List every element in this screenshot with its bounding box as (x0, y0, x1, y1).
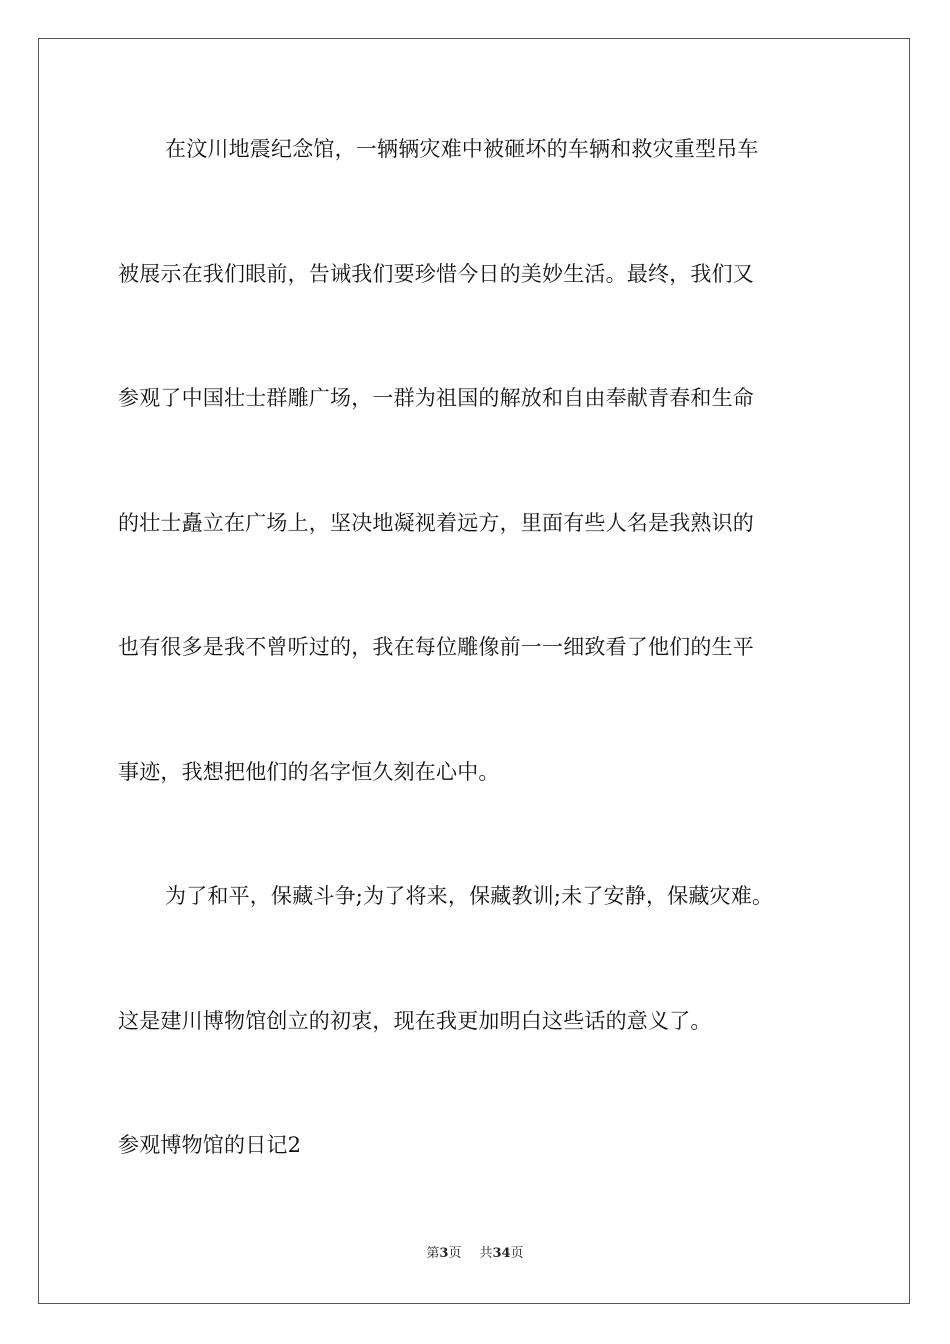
paragraph-line: 被展示在我们眼前，告诫我们要珍惜今日的美妙生活。最终，我们又 (118, 262, 754, 286)
paragraph-line: 事迹，我想把他们的名字恒久刻在心中。 (118, 760, 500, 784)
paragraph-line: 为了和平，保藏斗争;为了将来，保藏教训;未了安静，保藏灾难。 (165, 884, 774, 908)
page-border (38, 38, 910, 1304)
paragraph-line: 这是建川博物馆创立的初衷，现在我更加明白这些话的意义了。 (118, 1009, 712, 1033)
footer-page-unit: 页 (448, 1246, 462, 1261)
paragraph-line: 在汶川地震纪念馆，一辆辆灾难中被砸坏的车辆和救灾重型吊车 (165, 137, 759, 161)
current-page-number: 3 (439, 1246, 449, 1261)
section-heading: 参观博物馆的日记2 (118, 1133, 302, 1157)
paragraph-line: 也有很多是我不曾听过的，我在每位雕像前一一细致看了他们的生平 (118, 635, 754, 659)
total-pages-number: 34 (492, 1246, 511, 1261)
footer-prefix: 第 (426, 1246, 440, 1261)
footer-total-unit: 页 (510, 1246, 524, 1261)
page-footer (0, 1245, 950, 1263)
paragraph-line: 参观了中国壮士群雕广场，一群为祖国的解放和自由奉献青春和生命 (118, 386, 754, 410)
footer-total-prefix: 共 (479, 1246, 493, 1261)
paragraph-line: 的壮士矗立在广场上，坚决地凝视着远方，里面有些人名是我熟识的 (118, 511, 754, 535)
